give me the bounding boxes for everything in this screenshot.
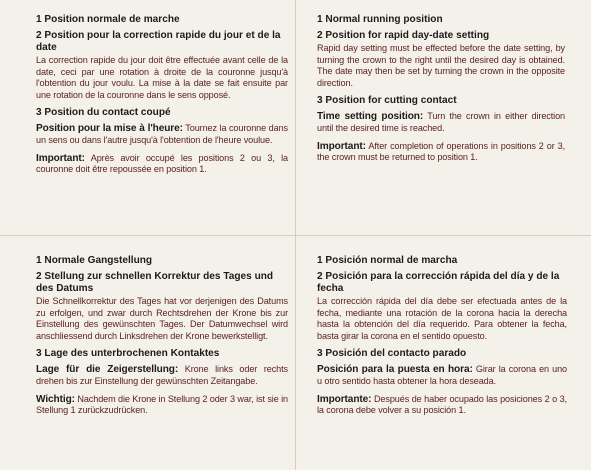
de-heading-position-1: 1 Normale Gangstellung	[36, 255, 153, 266]
de-important-label: Wichtig:	[36, 393, 75, 405]
en-heading-position-3: 3 Position for cutting contact	[317, 95, 457, 107]
de-important-paragraph	[36, 394, 288, 417]
fr-time-setting-text: Tournez la couronne dans un sens ou dans l'autre jusqu'à l'obtention de l'heure voulue.	[36, 123, 288, 145]
de-heading-position-3: 3 Lage des unterbrochenen Kontaktes	[36, 348, 220, 360]
de-time-setting-text: Krone links oder rechts drehen bis zur Einstellung der gewünschten Zeitangabe.	[36, 364, 288, 386]
spanish-section	[317, 255, 567, 423]
es-time-setting-paragraph	[317, 364, 567, 387]
en-important-paragraph	[317, 141, 565, 164]
fr-heading-position-1: 1 Position normale de marche	[36, 14, 180, 25]
de-paragraph-position-2: Die Schnellkorrektur des Tages hat vor derjenigen des Datums zu erfolgen, und zwar durch Rechtsdrehen der Krone bis zur Einstellung des gewünschten Tages. Der Datumwechsel wird anschliessend durch Linksdrehen der Krone bewerkstelligt.	[36, 296, 288, 341]
en-heading-position-2: 2 Position for rapid day-date setting	[317, 30, 490, 41]
en-time-setting-paragraph	[317, 111, 565, 134]
de-time-setting-paragraph	[36, 364, 288, 387]
german-section	[36, 255, 288, 423]
es-time-setting-label: Posición para la puesta en hora:	[317, 364, 473, 376]
en-important-label: Important:	[317, 140, 366, 152]
es-heading-position-3: 3 Posición del contacto parado	[317, 348, 467, 360]
fr-heading-position-3: 3 Position du contact coupé	[36, 107, 171, 119]
es-important-label: Importante:	[317, 393, 372, 405]
en-paragraph-position-2: Rapid day setting must be effected before the date setting, by turning the crown to the right until the desired day is obtained. The date may then be set by turning the crown in the opposite direction.	[317, 43, 565, 88]
fr-time-setting-paragraph	[36, 123, 288, 146]
de-heading-position-2: 2 Stellung zur schnellen Korrektur des Tages und des Datums	[36, 271, 274, 294]
de-important-text: Nachdem die Krone in Stellung 2 oder 3 war, ist sie in Stellung 1 zurückzudrücken.	[36, 393, 288, 416]
es-important-text: Después de haber ocupado las posiciones 2 o 3, la corona debe volver a su posición 1.	[317, 393, 567, 416]
de-time-setting-label: Lage für die Zeigerstellung:	[36, 364, 179, 376]
es-heading-position-2: 2 Posición para la corrección rápida del día y de la fecha	[317, 271, 560, 294]
french-section	[36, 14, 288, 182]
fr-important-paragraph	[36, 153, 288, 176]
es-time-setting-text: Girar la corona en uno u otro sentido hasta obtener la hora deseada.	[317, 364, 567, 386]
es-heading-position-1: 1 Posición normal de marcha	[317, 255, 458, 266]
english-section	[317, 14, 565, 170]
es-paragraph-position-2: La corrección rápida del día debe ser efectuada antes de la fecha, mediante una rotación de la corona hacia la derecha hasta la obtención del día requerido. Para obtener la fecha, basta girar la corona en el sentido opuesto.	[317, 296, 567, 341]
fr-paragraph-position-2: La correction rapide du jour doit être effectuée avant celle de la date, ceci par une rotation à droite de la couronne jusqu'à l'obtention du jour voulu. La mise à la date se fait ensuite par une rotation de la couronne dans le sens opposé.	[36, 55, 288, 100]
fr-important-text: Après avoir occupé les positions 2 ou 3, la couronne doit être repoussée en position 1.	[36, 152, 288, 175]
en-heading-position-1: 1 Normal running position	[317, 14, 443, 25]
fr-important-label: Important:	[36, 152, 85, 164]
fr-time-setting-label: Position pour la mise à l'heure:	[36, 123, 183, 135]
row-divider	[0, 235, 591, 236]
es-important-paragraph	[317, 394, 567, 417]
en-important-text: After completion of operations in positions 2 or 3, the crown must be returned to position 1.	[317, 140, 565, 163]
en-time-setting-text: Turn the crown in either direction until the desired time is reached.	[317, 111, 565, 133]
fr-heading-position-2: 2 Position pour la correction rapide du jour et de la date	[36, 30, 281, 53]
en-time-setting-label: Time setting position:	[317, 111, 424, 123]
